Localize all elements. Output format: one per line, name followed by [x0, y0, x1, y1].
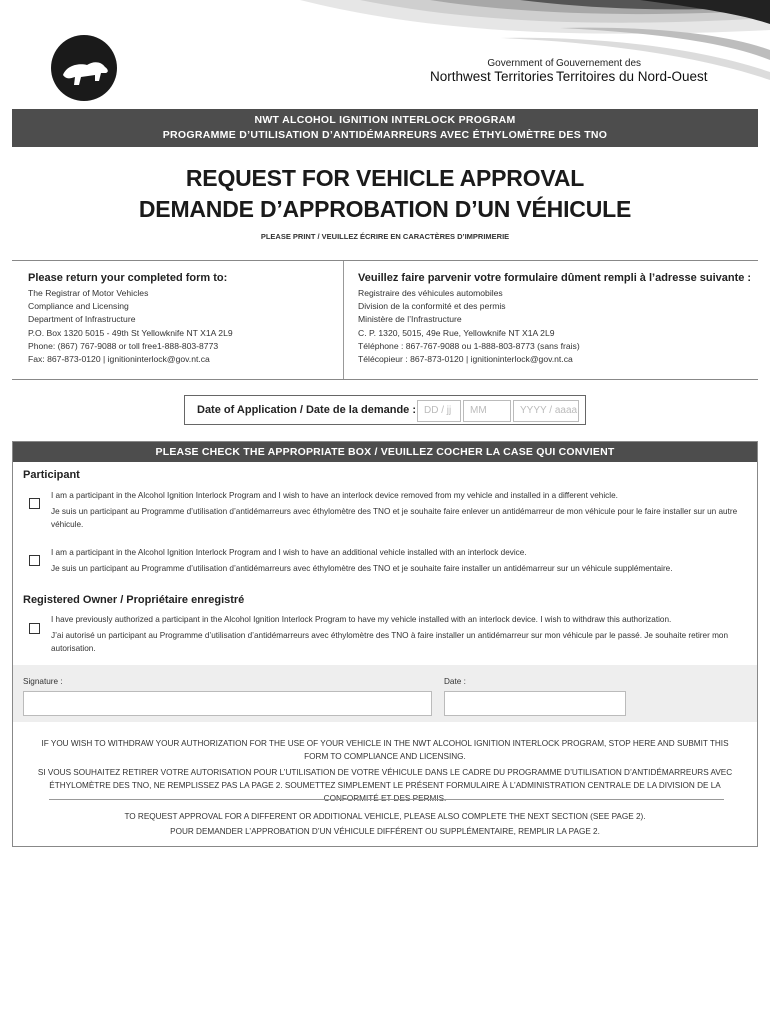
address-line: Department of Infrastructure	[28, 314, 136, 325]
participant-additional-vehicle-checkbox[interactable]	[29, 555, 40, 566]
form-title-en: REQUEST FOR VEHICLE APPROVAL	[185, 165, 585, 191]
address-divider	[343, 261, 344, 379]
withdraw-notice-en: IF YOU WISH TO WITHDRAW YOUR AUTHORIZATION FOR THE USE OF YOUR VEHICLE IN THE NWT ALCOHOL IGNITION INTERLOCK PROGRAM, STOP HERE AND SUBMIT THIS FORM TO COMPLIANCE AND LICENSING.	[41, 739, 729, 761]
signature-date-field[interactable]	[444, 691, 626, 716]
month-field[interactable]: MM	[463, 400, 511, 422]
address-line: Compliance and Licensing	[28, 301, 129, 312]
signature-field[interactable]	[23, 691, 432, 716]
return-address-heading-fr: Veuillez faire parvenir votre formulaire dûment rempli à l’adresse suivante :	[358, 272, 752, 284]
address-line: Division de la conformité et des permis	[358, 301, 506, 312]
participant-transfer-checkbox[interactable]	[29, 498, 40, 509]
year-field[interactable]: YYYY / aaaa	[513, 400, 579, 422]
selection-section	[12, 441, 758, 847]
gov-fr-wordmark	[556, 57, 708, 83]
registered-owner-heading: Registered Owner / Propriétaire enregistré	[23, 594, 245, 606]
date-of-application-label: Date of Application / Date de la demande :	[197, 404, 417, 416]
return-address-lines-en	[28, 287, 233, 366]
return-address-lines-fr	[358, 287, 580, 366]
signature-label: Signature :	[23, 677, 63, 686]
check-box-instruction-bar: PLEASE CHECK THE APPROPRIATE BOX / VEUILLEZ COCHER LA CASE QUI CONVIENT	[13, 442, 757, 462]
option-text-en: I am a participant in the Alcohol Ignition Interlock Program and I wish to have an additional vehicle installed with an interlock device.	[51, 548, 527, 557]
program-banner-en: NWT ALCOHOL IGNITION INTERLOCK PROGRAM	[254, 114, 516, 126]
signature-area	[13, 665, 757, 722]
address-line: Registraire des véhicules automobiles	[358, 288, 503, 298]
address-line: Télécopieur : 867-873-0120 | ignitioninterlock@gov.nt.ca	[358, 354, 573, 365]
program-banner	[12, 109, 758, 147]
participant-heading: Participant	[23, 469, 80, 481]
print-note: PLEASE PRINT / VEUILLEZ ÉCRIRE EN CARACTÈRES D’IMPRIMERIE	[260, 232, 510, 241]
option-text-en: I am a participant in the Alcohol Ignition Interlock Program and I wish to have an interlock device removed from my vehicle and installed in a different vehicle.	[51, 491, 618, 500]
address-line: Ministère de l’Infrastructure	[358, 314, 462, 325]
nwt-polar-bear-logo	[51, 35, 117, 101]
next-section-notice-en: TO REQUEST APPROVAL FOR A DIFFERENT OR ADDITIONAL VEHICLE, PLEASE ALSO COMPLETE THE NEXT SECTION (SEE PAGE 2).	[124, 812, 646, 821]
address-line: The Registrar of Motor Vehicles	[28, 288, 149, 298]
gov-en-big: Northwest Territories	[430, 69, 554, 84]
participant-additional-vehicle-option	[51, 546, 741, 577]
option-text-en: I have previously authorized a participant in the Alcohol Ignition Interlock Program to have my vehicle installed with an interlock device. I wish to withdraw this authorization.	[51, 615, 672, 624]
participant-transfer-option	[51, 489, 741, 534]
program-banner-fr: PROGRAMME D’UTILISATION D’ANTIDÉMARREURS AVEC ÉTHYLOMÈTRE DES TNO	[162, 129, 608, 141]
return-address-heading-en: Please return your completed form to:	[28, 272, 228, 284]
form-title-fr: DEMANDE D’APPROBATION D’UN VÉHICULE	[138, 196, 632, 222]
option-text-fr: Je suis un participant au Programme d’utilisation d’antidémarreurs avec éthylomètre des TNO et je souhaite faire enlever un antidémarreur de mon véhicule pour le faire installer sur un autre véhicule.	[51, 506, 738, 529]
signature-date-label: Date :	[444, 677, 466, 686]
option-text-fr: J’ai autorisé un participant au Programme d’utilisation d’antidémarreurs avec éthylomètre des TNO à faire installer un antidémarreur sur mon véhicule par le passé. Je souhaite retirer mon autorisation.	[51, 630, 729, 653]
date-of-application	[184, 395, 586, 425]
address-line: Phone: (867) 767-9088 or toll free1-888-803-8773	[28, 340, 219, 351]
return-address-section	[12, 260, 758, 380]
gov-en-small: Government of	[487, 58, 554, 69]
option-text-fr: Je suis un participant au Programme d’utilisation d’antidémarreurs avec éthylomètre des TNO et je souhaite faire installer un antidémarreur sur un véhicule supplémentaire.	[51, 563, 673, 573]
next-section-notice-fr: POUR DEMANDER L’APPROBATION D’UN VÉHICULE DIFFÉRENT OU SUPPLÉMENTAIRE, REMPLIR LA PAGE 2.	[170, 827, 600, 836]
address-line: Fax: 867-873-0120 | ignitioninterlock@gov.nt.ca	[28, 354, 210, 365]
owner-withdraw-checkbox[interactable]	[29, 623, 40, 634]
gov-fr-big: Territoires du Nord-Ouest	[556, 69, 708, 84]
day-field[interactable]: DD / jj	[417, 400, 461, 422]
gov-fr-small: Gouvernement des	[556, 58, 642, 69]
owner-withdraw-option	[51, 613, 741, 658]
address-line: P.O. Box 1320 5015 - 49th St Yellowknife NT X1A 2L9	[28, 327, 233, 338]
address-line: C. P. 1320, 5015, 49e Rue, Yellowknife NT X1A 2L9	[358, 327, 555, 338]
gov-en-wordmark	[430, 57, 554, 83]
address-line: Téléphone : 867-767-9088 ou 1-888-803-8773 (sans frais)	[358, 340, 580, 351]
withdraw-notice-fr: SI VOUS SOUHAITEZ RETIRER VOTRE AUTORISATION POUR L’UTILISATION DE VOTRE VÉHICULE DANS LE CADRE DU PROGRAMME D’UTILISATION D’ANTIDÉMARREURS AVEC ÉTHYLOMÈTRE DES TNO, NE REMPLISSEZ PAS LA PAGE 2. SOUMETTEZ SIMPLEMENT LE PRÉSENT FORMULAIRE À L’ADMINISTRATION CENTRALE DE LA DIVISION DE LA	[37, 768, 733, 790]
notice-divider	[49, 799, 724, 800]
